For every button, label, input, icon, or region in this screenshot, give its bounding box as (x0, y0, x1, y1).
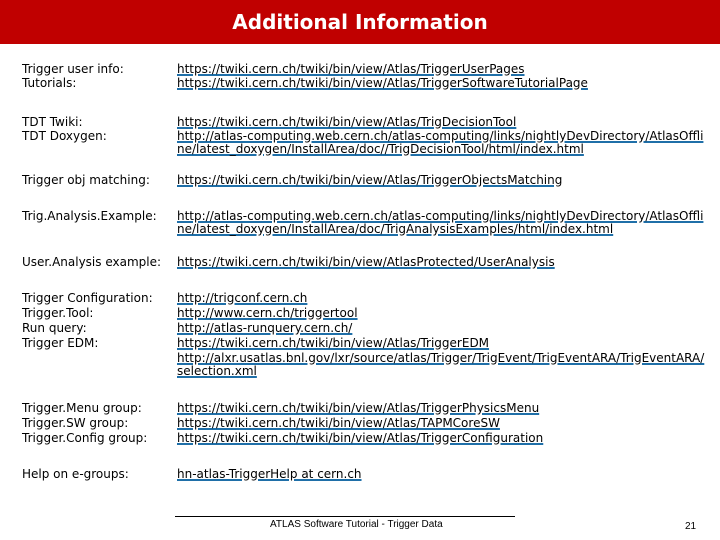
label-trigger-config-group: Trigger.Config group: (22, 431, 148, 445)
label-trigger-user-info: Trigger user info: (22, 62, 124, 76)
label-trigger-obj-matching: Trigger obj matching: (22, 173, 150, 187)
footer-text: ATLAS Software Tutorial - Trigger Data (270, 519, 443, 530)
link-trigger-configuration[interactable]: https://twiki.cern.ch/twiki/bin/view/Atlas/TriggerConfiguration (177, 431, 544, 445)
label-trigger-tool: Trigger.Tool: (22, 306, 94, 320)
link-trigconf[interactable]: http://trigconf.cern.ch (177, 291, 308, 305)
link-trig-analysis-examples[interactable]: http://atlas-computing.web.cern.ch/atlas-computing/links/nightlyDevDirectory/AtlasOffline/latest_doxygen/InstallArea/doc/TrigAnalysisExamples/html/index.html (177, 209, 704, 236)
link-runquery[interactable]: http://atlas-runquery.cern.ch/ (177, 321, 353, 335)
link-trigger-physics-menu[interactable]: https://twiki.cern.ch/twiki/bin/view/Atlas/TriggerPhysicsMenu (177, 401, 540, 415)
label-help-e-groups: Help on e-groups: (22, 467, 129, 481)
label-trig-analysis-example: Trig.Analysis.Example: (22, 209, 157, 223)
label-trigger-configuration: Trigger Configuration: (22, 291, 153, 305)
label-user-analysis-example: User.Analysis example: (22, 255, 162, 269)
label-run-query: Run query: (22, 321, 87, 335)
label-tdt-doxygen: TDT Doxygen: (22, 129, 107, 143)
link-user-analysis[interactable]: https://twiki.cern.ch/twiki/bin/view/AtlasProtected/UserAnalysis (177, 255, 555, 269)
link-trig-decision-tool[interactable]: https://twiki.cern.ch/twiki/bin/view/Atlas/TrigDecisionTool (177, 115, 517, 129)
link-tutorial-page[interactable]: https://twiki.cern.ch/twiki/bin/view/Atlas/TriggerSoftwareTutorialPage (177, 76, 588, 90)
page-title: Additional Information (232, 10, 488, 34)
link-tapm-core-sw[interactable]: https://twiki.cern.ch/twiki/bin/view/Atlas/TAPMCoreSW (177, 416, 500, 430)
link-triggertool[interactable]: http://www.cern.ch/triggertool (177, 306, 358, 320)
label-tutorials: Tutorials: (22, 76, 77, 90)
label-trigger-edm: Trigger EDM: (22, 336, 99, 350)
link-trigger-edm[interactable]: https://twiki.cern.ch/twiki/bin/view/Atlas/TriggerEDM (177, 336, 490, 350)
title-bar (0, 0, 720, 44)
link-trig-event-ara-selection[interactable]: http://alxr.usatlas.bnl.gov/lxr/source/atlas/Trigger/TrigEvent/TrigEventARA/TrigEventARA/selection.xml (177, 351, 705, 378)
label-trigger-menu-group: Trigger.Menu group: (22, 401, 142, 415)
link-trigger-user-pages[interactable]: https://twiki.cern.ch/twiki/bin/view/Atlas/TriggerUserPages (177, 62, 525, 76)
label-tdt-twiki: TDT Twiki: (22, 115, 83, 129)
page-number: 21 (685, 521, 697, 532)
link-trigger-help-egroup[interactable]: hn-atlas-TriggerHelp at cern.ch (177, 467, 362, 481)
link-trigger-objects-matching[interactable]: https://twiki.cern.ch/twiki/bin/view/Atlas/TriggerObjectsMatching (177, 173, 563, 187)
label-trigger-sw-group: Trigger.SW group: (22, 416, 129, 430)
footer-divider (175, 516, 515, 517)
link-tdt-doxygen[interactable]: http://atlas-computing.web.cern.ch/atlas-computing/links/nightlyDevDirectory/AtlasOffline/latest_doxygen/InstallArea/doc//TrigDecisionTool/html/index.html (177, 129, 704, 156)
